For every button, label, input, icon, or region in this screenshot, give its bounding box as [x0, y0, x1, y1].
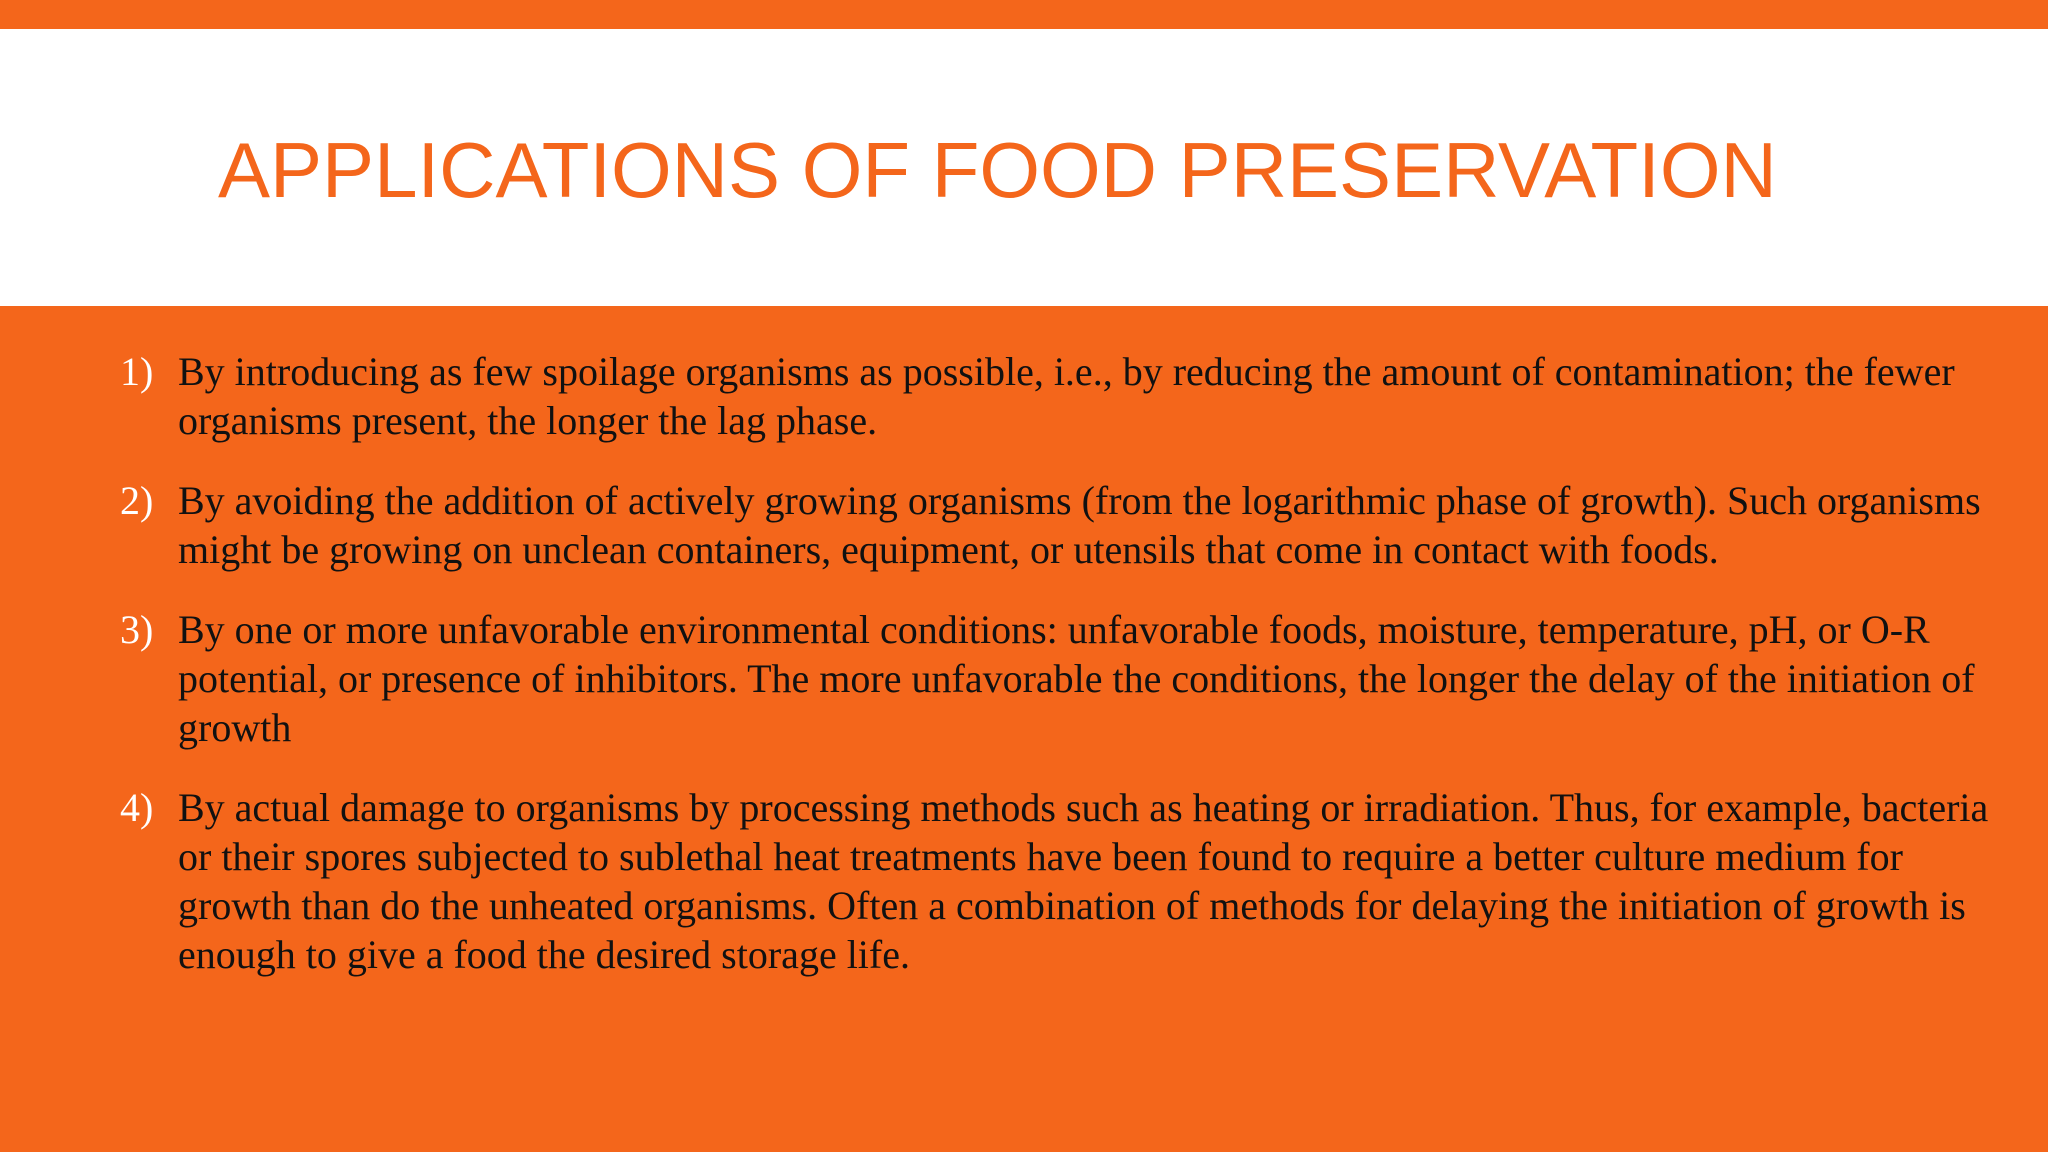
slide-title: APPLICATIONS OF FOOD PRESERVATION: [218, 126, 1777, 214]
list-item: [116, 605, 1996, 752]
list-item: [116, 347, 1996, 445]
list-item-text: By avoiding the addition of actively growing organisms (from the logarithmic phase of growth). Such organisms might be growing on unclean containers, equipment, or utensils that come in contact with foods.: [178, 478, 1981, 572]
list-item-number: 4): [120, 785, 154, 830]
numbered-list: [116, 347, 1996, 1010]
list-item-text: By one or more unfavorable environmental conditions: unfavorable foods, moisture, temperature, pH, or O-R potential, or presence of inhibitors. The more unfavorable the conditions, the longer the delay of the initiation of growth: [178, 607, 1975, 750]
list-item-number: 3): [120, 607, 154, 652]
list-item: [116, 783, 1996, 979]
list-item-text: By actual damage to organisms by processing methods such as heating or irradiation. Thus, for example, bacteria or their spores subjected to sublethal heat treatments have been found to require a better culture medium for growth than do the unheated organisms. Often a combination of methods for delaying the initiation of growth is enough to give a food the desired storage life.: [178, 785, 1989, 977]
list-item-text: By introducing as few spoilage organisms as possible, i.e., by reducing the amount of contamination; the fewer organisms present, the longer the lag phase.: [178, 349, 1955, 443]
list-item: [116, 476, 1996, 574]
list-item-number: 1): [120, 349, 154, 394]
list-item-number: 2): [120, 478, 154, 523]
